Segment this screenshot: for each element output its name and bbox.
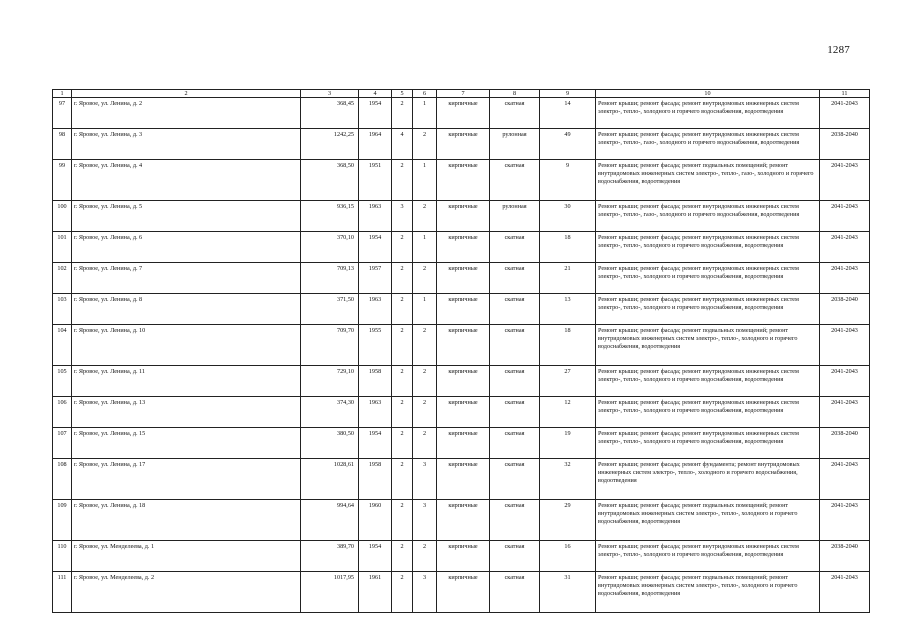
repair-works-cell: Ремонт крыши; ремонт фасада; ремонт подвальных помещений; ремонт внутридомовых инженерных систем электро-, тепло-, холодного и горячего водоснабжения, водоотведения xyxy=(596,500,820,541)
row-number: 98 xyxy=(53,129,72,160)
walls-material-cell: кирпичные xyxy=(437,541,490,572)
repair-period-cell: 2038-2040 xyxy=(820,428,870,459)
column-header: 3 xyxy=(301,90,359,98)
repair-period-cell: 2041-2043 xyxy=(820,263,870,294)
floors-cell: 2 xyxy=(392,366,413,397)
floors-cell: 2 xyxy=(392,500,413,541)
repair-works-cell: Ремонт крыши; ремонт фасада; ремонт внутридомовых инженерных систем электро-, тепло-, холодного и горячего водоснабжения, водоотведения xyxy=(596,294,820,325)
area-cell: 936,15 xyxy=(301,201,359,232)
column-header: 11 xyxy=(820,90,870,98)
row-number: 111 xyxy=(53,572,72,613)
walls-material-cell: кирпичные xyxy=(437,397,490,428)
repair-works-cell: Ремонт крыши; ремонт фасада; ремонт внутридомовых инженерных систем электро-, тепло-, холодного и горячего водоснабжения, водоотведения xyxy=(596,428,820,459)
address-cell: г. Яровое, ул. Ленина, д. 18 xyxy=(72,500,301,541)
floors-cell: 3 xyxy=(392,201,413,232)
column-header: 1 xyxy=(53,90,72,98)
apartments-cell: 13 xyxy=(540,294,596,325)
walls-material-cell: кирпичные xyxy=(437,325,490,366)
repair-period-cell: 2041-2043 xyxy=(820,500,870,541)
address-cell: г. Яровое, ул. Ленина, д. 5 xyxy=(72,201,301,232)
year-cell: 1963 xyxy=(359,201,392,232)
area-cell: 1242,25 xyxy=(301,129,359,160)
walls-material-cell: кирпичные xyxy=(437,201,490,232)
floors-cell: 2 xyxy=(392,541,413,572)
table-row xyxy=(53,263,870,294)
area-cell: 370,10 xyxy=(301,232,359,263)
apartments-cell: 16 xyxy=(540,541,596,572)
area-cell: 709,13 xyxy=(301,263,359,294)
table-row xyxy=(53,500,870,541)
apartments-cell: 27 xyxy=(540,366,596,397)
area-cell: 994,64 xyxy=(301,500,359,541)
floors-cell: 2 xyxy=(392,98,413,129)
apartments-cell: 49 xyxy=(540,129,596,160)
repair-period-cell: 2041-2043 xyxy=(820,572,870,613)
entrances-cell: 2 xyxy=(413,397,437,428)
roof-type-cell: рулонная xyxy=(490,129,540,160)
roof-type-cell: рулонная xyxy=(490,201,540,232)
row-number: 97 xyxy=(53,98,72,129)
repair-period-cell: 2041-2043 xyxy=(820,232,870,263)
year-cell: 1954 xyxy=(359,98,392,129)
entrances-cell: 2 xyxy=(413,366,437,397)
roof-type-cell: скатная xyxy=(490,232,540,263)
column-header: 5 xyxy=(392,90,413,98)
year-cell: 1960 xyxy=(359,500,392,541)
repair-works-cell: Ремонт крыши; ремонт фасада; ремонт внутридомовых инженерных систем электро-, тепло-, газо-, холодного и горячего водоснабжения, водоотведения xyxy=(596,201,820,232)
address-cell: г. Яровое, ул. Ленина, д. 15 xyxy=(72,428,301,459)
repair-works-cell: Ремонт крыши; ремонт фасада; ремонт внутридомовых инженерных систем электро-, тепло-, газо-, холодного и горячего водоснабжения, водоотведения xyxy=(596,129,820,160)
roof-type-cell: скатная xyxy=(490,325,540,366)
table-row xyxy=(53,129,870,160)
area-cell: 1017,95 xyxy=(301,572,359,613)
area-cell: 368,45 xyxy=(301,98,359,129)
apartments-cell: 19 xyxy=(540,428,596,459)
entrances-cell: 2 xyxy=(413,541,437,572)
repair-period-cell: 2038-2040 xyxy=(820,294,870,325)
table-row xyxy=(53,201,870,232)
row-number: 109 xyxy=(53,500,72,541)
apartments-cell: 14 xyxy=(540,98,596,129)
roof-type-cell: скатная xyxy=(490,500,540,541)
row-number: 106 xyxy=(53,397,72,428)
apartments-cell: 31 xyxy=(540,572,596,613)
address-cell: г. Яровое, ул. Ленина, д. 2 xyxy=(72,98,301,129)
address-cell: г. Яровое, ул. Ленина, д. 4 xyxy=(72,160,301,201)
apartments-cell: 21 xyxy=(540,263,596,294)
roof-type-cell: скатная xyxy=(490,459,540,500)
repair-period-cell: 2041-2043 xyxy=(820,201,870,232)
column-header: 6 xyxy=(413,90,437,98)
entrances-cell: 1 xyxy=(413,232,437,263)
entrances-cell: 2 xyxy=(413,428,437,459)
table-row xyxy=(53,366,870,397)
entrances-cell: 2 xyxy=(413,325,437,366)
floors-cell: 2 xyxy=(392,459,413,500)
roof-type-cell: скатная xyxy=(490,98,540,129)
row-number: 110 xyxy=(53,541,72,572)
roof-type-cell: скатная xyxy=(490,294,540,325)
repair-period-cell: 2038-2040 xyxy=(820,129,870,160)
walls-material-cell: кирпичные xyxy=(437,129,490,160)
floors-cell: 2 xyxy=(392,232,413,263)
apartments-cell: 12 xyxy=(540,397,596,428)
entrances-cell: 3 xyxy=(413,459,437,500)
repair-works-cell: Ремонт крыши; ремонт фасада; ремонт внутридомовых инженерных систем электро-, тепло-, холодного и горячего водоснабжения, водоотведения xyxy=(596,366,820,397)
area-cell: 368,50 xyxy=(301,160,359,201)
repair-period-cell: 2041-2043 xyxy=(820,366,870,397)
floors-cell: 2 xyxy=(392,160,413,201)
area-cell: 371,50 xyxy=(301,294,359,325)
column-header: 7 xyxy=(437,90,490,98)
walls-material-cell: кирпичные xyxy=(437,459,490,500)
housing-register-table xyxy=(52,89,870,613)
table-row xyxy=(53,541,870,572)
address-cell: г. Яровое, ул. Менделеева, д. 2 xyxy=(72,572,301,613)
address-cell: г. Яровое, ул. Ленина, д. 7 xyxy=(72,263,301,294)
roof-type-cell: скатная xyxy=(490,160,540,201)
repair-works-cell: Ремонт крыши; ремонт фасада; ремонт внутридомовых инженерных систем электро-, тепло-, холодного и горячего водоснабжения, водоотведения xyxy=(596,232,820,263)
address-cell: г. Яровое, ул. Ленина, д. 10 xyxy=(72,325,301,366)
row-number: 104 xyxy=(53,325,72,366)
table-body xyxy=(53,98,870,613)
walls-material-cell: кирпичные xyxy=(437,572,490,613)
entrances-cell: 2 xyxy=(413,129,437,160)
walls-material-cell: кирпичные xyxy=(437,98,490,129)
repair-works-cell: Ремонт крыши; ремонт фасада; ремонт внутридомовых инженерных систем электро-, тепло-, холодного и горячего водоснабжения, водоотведения xyxy=(596,397,820,428)
row-number: 108 xyxy=(53,459,72,500)
year-cell: 1963 xyxy=(359,397,392,428)
floors-cell: 2 xyxy=(392,397,413,428)
table-row xyxy=(53,397,870,428)
address-cell: г. Яровое, ул. Ленина, д. 8 xyxy=(72,294,301,325)
table-row xyxy=(53,428,870,459)
year-cell: 1955 xyxy=(359,325,392,366)
page-number: 1287 xyxy=(827,44,850,56)
address-cell: г. Яровое, ул. Ленина, д. 11 xyxy=(72,366,301,397)
roof-type-cell: скатная xyxy=(490,572,540,613)
entrances-cell: 1 xyxy=(413,294,437,325)
repair-works-cell: Ремонт крыши; ремонт фасада; ремонт подвальных помещений; ремонт внутридомовых инженерных систем электро-, тепло-, холодного и горячего водоснабжения, водоотведения xyxy=(596,325,820,366)
walls-material-cell: кирпичные xyxy=(437,263,490,294)
year-cell: 1961 xyxy=(359,572,392,613)
floors-cell: 2 xyxy=(392,294,413,325)
area-cell: 729,10 xyxy=(301,366,359,397)
row-number: 103 xyxy=(53,294,72,325)
repair-period-cell: 2041-2043 xyxy=(820,397,870,428)
entrances-cell: 2 xyxy=(413,201,437,232)
entrances-cell: 3 xyxy=(413,572,437,613)
walls-material-cell: кирпичные xyxy=(437,428,490,459)
area-cell: 380,50 xyxy=(301,428,359,459)
year-cell: 1951 xyxy=(359,160,392,201)
entrances-cell: 3 xyxy=(413,500,437,541)
address-cell: г. Яровое, ул. Ленина, д. 13 xyxy=(72,397,301,428)
repair-works-cell: Ремонт крыши; ремонт фасада; ремонт подвальных помещений; ремонт внутридомовых инженерных систем электро-, тепло-, холодного и горячего водоснабжения, водоотведения xyxy=(596,572,820,613)
roof-type-cell: скатная xyxy=(490,263,540,294)
walls-material-cell: кирпичные xyxy=(437,160,490,201)
address-cell: г. Яровое, ул. Менделеева, д. 1 xyxy=(72,541,301,572)
floors-cell: 4 xyxy=(392,129,413,160)
repair-period-cell: 2041-2043 xyxy=(820,98,870,129)
area-cell: 1028,61 xyxy=(301,459,359,500)
apartments-cell: 18 xyxy=(540,232,596,263)
apartments-cell: 32 xyxy=(540,459,596,500)
repair-period-cell: 2038-2040 xyxy=(820,541,870,572)
repair-works-cell: Ремонт крыши; ремонт фасада; ремонт подвальных помещений; ремонт внутридомовых инженерных систем электро-, тепло-, газо-, холодного и горячего водоснабжения, водоотведения xyxy=(596,160,820,201)
walls-material-cell: кирпичные xyxy=(437,294,490,325)
year-cell: 1963 xyxy=(359,294,392,325)
column-header: 10 xyxy=(596,90,820,98)
repair-works-cell: Ремонт крыши; ремонт фасада; ремонт внутридомовых инженерных систем электро-, тепло-, холодного и горячего водоснабжения, водоотведения xyxy=(596,263,820,294)
address-cell: г. Яровое, ул. Ленина, д. 3 xyxy=(72,129,301,160)
table-row xyxy=(53,294,870,325)
table-row xyxy=(53,98,870,129)
column-number-row xyxy=(53,90,870,98)
table-row xyxy=(53,232,870,263)
address-cell: г. Яровое, ул. Ленина, д. 6 xyxy=(72,232,301,263)
roof-type-cell: скатная xyxy=(490,428,540,459)
table-row xyxy=(53,572,870,613)
row-number: 107 xyxy=(53,428,72,459)
floors-cell: 2 xyxy=(392,325,413,366)
repair-works-cell: Ремонт крыши; ремонт фасада; ремонт внутридомовых инженерных систем электро-, тепло-, холодного и горячего водоснабжения, водоотведения xyxy=(596,98,820,129)
apartments-cell: 9 xyxy=(540,160,596,201)
area-cell: 709,70 xyxy=(301,325,359,366)
row-number: 101 xyxy=(53,232,72,263)
row-number: 102 xyxy=(53,263,72,294)
year-cell: 1957 xyxy=(359,263,392,294)
repair-period-cell: 2041-2043 xyxy=(820,325,870,366)
roof-type-cell: скатная xyxy=(490,397,540,428)
year-cell: 1954 xyxy=(359,428,392,459)
floors-cell: 2 xyxy=(392,572,413,613)
entrances-cell: 1 xyxy=(413,160,437,201)
walls-material-cell: кирпичные xyxy=(437,232,490,263)
column-header: 2 xyxy=(72,90,301,98)
year-cell: 1958 xyxy=(359,366,392,397)
area-cell: 374,30 xyxy=(301,397,359,428)
entrances-cell: 2 xyxy=(413,263,437,294)
entrances-cell: 1 xyxy=(413,98,437,129)
roof-type-cell: скатная xyxy=(490,541,540,572)
column-header: 9 xyxy=(540,90,596,98)
floors-cell: 2 xyxy=(392,428,413,459)
apartments-cell: 29 xyxy=(540,500,596,541)
repair-period-cell: 2041-2043 xyxy=(820,160,870,201)
repair-period-cell: 2041-2043 xyxy=(820,459,870,500)
repair-works-cell: Ремонт крыши; ремонт фасада; ремонт фундамента; ремонт внутридомовых инженерных систем электро-, тепло-, холодного и горячего водоснабжения, водоотведения xyxy=(596,459,820,500)
repair-works-cell: Ремонт крыши; ремонт фасада; ремонт внутридомовых инженерных систем электро-, тепло-, холодного и горячего водоснабжения, водоотведения xyxy=(596,541,820,572)
table-row xyxy=(53,160,870,201)
table-row xyxy=(53,325,870,366)
walls-material-cell: кирпичные xyxy=(437,366,490,397)
year-cell: 1964 xyxy=(359,129,392,160)
year-cell: 1958 xyxy=(359,459,392,500)
area-cell: 389,70 xyxy=(301,541,359,572)
column-header: 8 xyxy=(490,90,540,98)
year-cell: 1954 xyxy=(359,232,392,263)
row-number: 105 xyxy=(53,366,72,397)
column-header: 4 xyxy=(359,90,392,98)
address-cell: г. Яровое, ул. Ленина, д. 17 xyxy=(72,459,301,500)
roof-type-cell: скатная xyxy=(490,366,540,397)
year-cell: 1954 xyxy=(359,541,392,572)
walls-material-cell: кирпичные xyxy=(437,500,490,541)
table-row xyxy=(53,459,870,500)
apartments-cell: 30 xyxy=(540,201,596,232)
apartments-cell: 18 xyxy=(540,325,596,366)
floors-cell: 2 xyxy=(392,263,413,294)
row-number: 100 xyxy=(53,201,72,232)
row-number: 99 xyxy=(53,160,72,201)
